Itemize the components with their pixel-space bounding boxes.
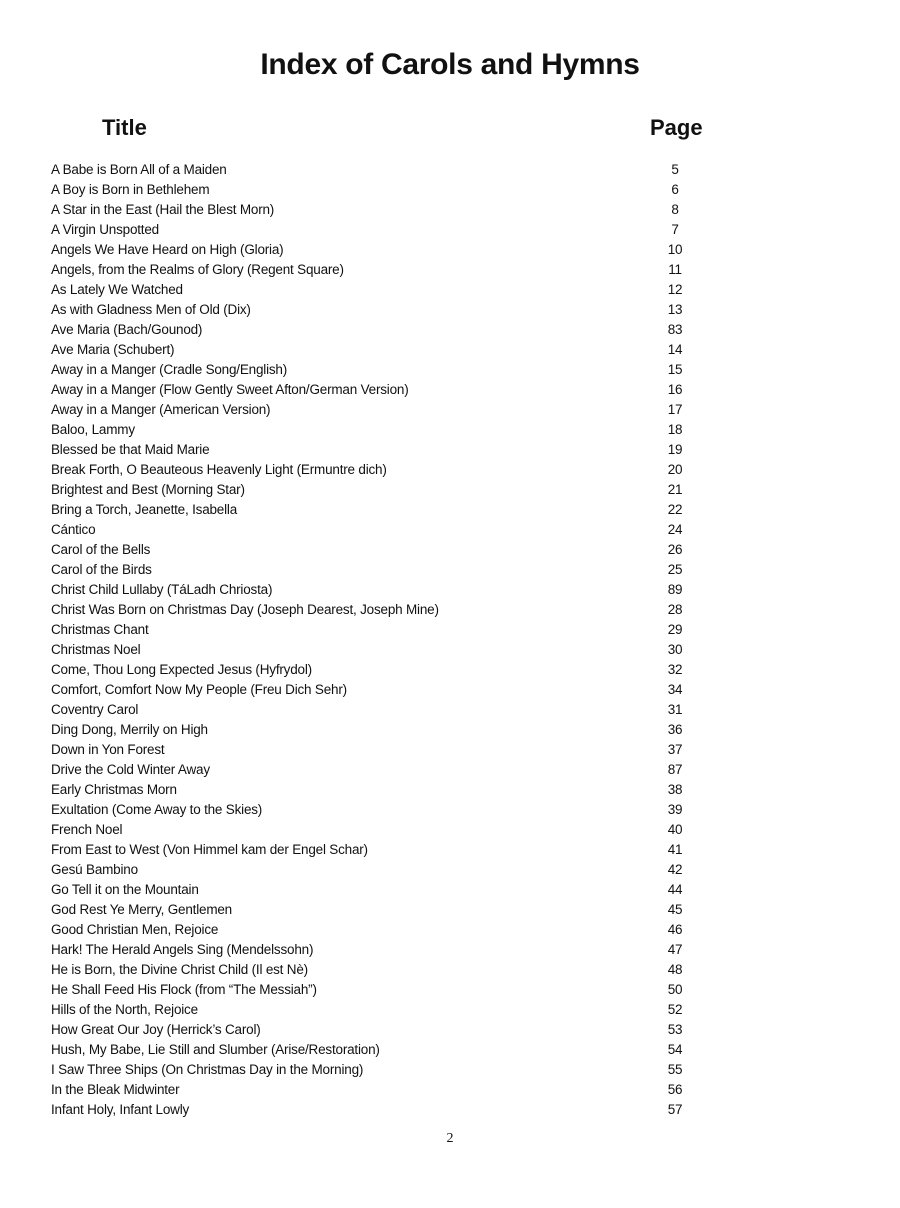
index-entry: [51, 480, 751, 500]
entry-page-number: 56: [667, 1082, 683, 1097]
index-entry: [51, 820, 751, 840]
entry-title: Break Forth, O Beauteous Heavenly Light (Ermuntre dich): [51, 462, 387, 477]
entry-title: Gesú Bambino: [51, 862, 138, 877]
entry-title: Christ Was Born on Christmas Day (Joseph Dearest, Joseph Mine): [51, 602, 439, 617]
entry-title: Angels, from the Realms of Glory (Regent Square): [51, 262, 344, 277]
entry-title: Hark! The Herald Angels Sing (Mendelssohn): [51, 942, 314, 957]
entry-page-number: 34: [667, 682, 683, 697]
entry-title: Go Tell it on the Mountain: [51, 882, 199, 897]
entry-title: French Noel: [51, 822, 123, 837]
entry-title: God Rest Ye Merry, Gentlemen: [51, 902, 232, 917]
entry-title: Away in a Manger (American Version): [51, 402, 271, 417]
entry-page-number: 36: [667, 722, 683, 737]
entry-page-number: 53: [667, 1022, 683, 1037]
index-entry: [51, 300, 751, 320]
entry-title: Carol of the Bells: [51, 542, 151, 557]
entry-page-number: 10: [667, 242, 683, 257]
entry-title: A Babe is Born All of a Maiden: [51, 162, 227, 177]
entry-page-number: 45: [667, 902, 683, 917]
entry-page-number: 38: [667, 782, 683, 797]
entry-page-number: 16: [667, 382, 683, 397]
index-entry: [51, 160, 751, 180]
entry-page-number: 31: [667, 702, 683, 717]
index-entry: [51, 180, 751, 200]
index-entry: [51, 440, 751, 460]
entry-title: He is Born, the Divine Christ Child (Il est Nè): [51, 962, 308, 977]
entry-page-number: 7: [671, 222, 679, 237]
title-column-header: Title: [102, 115, 147, 140]
index-entry: [51, 980, 751, 1000]
index-entry: [51, 340, 751, 360]
entry-page-number: 89: [667, 582, 683, 597]
index-entry: [51, 1100, 751, 1120]
index-entry: [51, 800, 751, 820]
entry-page-number: 55: [667, 1062, 683, 1077]
index-entry: [51, 1000, 751, 1020]
entry-title: Come, Thou Long Expected Jesus (Hyfrydol): [51, 662, 312, 677]
entry-page-number: 22: [667, 502, 683, 517]
entry-title: Baloo, Lammy: [51, 422, 135, 437]
index-entry: [51, 320, 751, 340]
entry-page-number: 30: [667, 642, 683, 657]
entry-page-number: 24: [667, 522, 683, 537]
index-entry: [51, 200, 751, 220]
entry-page-number: 21: [667, 482, 683, 497]
entry-page-number: 8: [671, 202, 679, 217]
index-entry: [51, 400, 751, 420]
index-list: [51, 160, 751, 1120]
index-entry: [51, 560, 751, 580]
index-entry: [51, 1060, 751, 1080]
entry-title: Away in a Manger (Flow Gently Sweet Afton/German Version): [51, 382, 409, 397]
entry-title: Comfort, Comfort Now My People (Freu Dich Sehr): [51, 682, 347, 697]
index-entry: [51, 600, 751, 620]
entry-page-number: 50: [667, 982, 683, 997]
index-entry: [51, 580, 751, 600]
entry-page-number: 5: [671, 162, 679, 177]
index-entry: [51, 1040, 751, 1060]
index-entry: [51, 860, 751, 880]
entry-page-number: 40: [667, 822, 683, 837]
footer-page-number: 2: [446, 1131, 454, 1146]
index-entry: [51, 640, 751, 660]
entry-title: Exultation (Come Away to the Skies): [51, 802, 263, 817]
page-column-header: Page: [650, 115, 703, 140]
entry-title: A Boy is Born in Bethlehem: [51, 182, 210, 197]
index-entry: [51, 620, 751, 640]
entry-page-number: 48: [667, 962, 683, 977]
entry-title: Cántico: [51, 522, 96, 537]
index-entry: [51, 720, 751, 740]
index-entry: [51, 280, 751, 300]
entry-page-number: 25: [667, 562, 683, 577]
entry-title: Early Christmas Morn: [51, 782, 177, 797]
entry-title: Carol of the Birds: [51, 562, 152, 577]
index-entry: [51, 660, 751, 680]
entry-title: Ave Maria (Schubert): [51, 342, 175, 357]
entry-title: Ding Dong, Merrily on High: [51, 722, 208, 737]
index-entry: [51, 460, 751, 480]
entry-page-number: 46: [667, 922, 683, 937]
entry-page-number: 17: [667, 402, 683, 417]
entry-title: Infant Holy, Infant Lowly: [51, 1102, 190, 1117]
index-entry: [51, 1020, 751, 1040]
entry-page-number: 41: [667, 842, 683, 857]
index-entry: [51, 360, 751, 380]
entry-page-number: 42: [667, 862, 683, 877]
entry-title: As Lately We Watched: [51, 282, 183, 297]
index-entry: [51, 540, 751, 560]
entry-title: Hills of the North, Rejoice: [51, 1002, 198, 1017]
entry-title: Down in Yon Forest: [51, 742, 165, 757]
entry-title: Christmas Chant: [51, 622, 149, 637]
entry-title: Christmas Noel: [51, 642, 141, 657]
index-entry: [51, 740, 751, 760]
entry-title: Ave Maria (Bach/Gounod): [51, 322, 203, 337]
entry-page-number: 83: [667, 322, 683, 337]
index-entry: [51, 500, 751, 520]
entry-page-number: 32: [667, 662, 683, 677]
entry-page-number: 26: [667, 542, 683, 557]
index-entry: [51, 240, 751, 260]
entry-page-number: 20: [667, 462, 683, 477]
index-entry: [51, 880, 751, 900]
index-entry: [51, 380, 751, 400]
entry-title: I Saw Three Ships (On Christmas Day in the Morning): [51, 1062, 364, 1077]
index-entry: [51, 680, 751, 700]
entry-title: Blessed be that Maid Marie: [51, 442, 210, 457]
entry-page-number: 28: [667, 602, 683, 617]
index-entry: [51, 420, 751, 440]
index-entry: [51, 780, 751, 800]
entry-title: Good Christian Men, Rejoice: [51, 922, 219, 937]
entry-page-number: 37: [667, 742, 683, 757]
entry-page-number: 44: [667, 882, 683, 897]
index-entry: [51, 940, 751, 960]
entry-title: A Virgin Unspotted: [51, 222, 159, 237]
entry-page-number: 29: [667, 622, 683, 637]
index-entry: [51, 1080, 751, 1100]
page-title: Index of Carols and Hymns: [260, 48, 640, 81]
entry-title: Coventry Carol: [51, 702, 139, 717]
entry-page-number: 57: [667, 1102, 683, 1117]
entry-page-number: 47: [667, 942, 683, 957]
index-entry: [51, 960, 751, 980]
entry-title: As with Gladness Men of Old (Dix): [51, 302, 251, 317]
entry-page-number: 12: [667, 282, 683, 297]
index-entry: [51, 520, 751, 540]
entry-title: From East to West (Von Himmel kam der Engel Schar): [51, 842, 368, 857]
entry-page-number: 13: [667, 302, 683, 317]
entry-title: Drive the Cold Winter Away: [51, 762, 210, 777]
entry-page-number: 19: [667, 442, 683, 457]
index-entry: [51, 920, 751, 940]
entry-page-number: 15: [667, 362, 683, 377]
entry-page-number: 18: [667, 422, 683, 437]
entry-title: He Shall Feed His Flock (from “The Messiah”): [51, 982, 317, 997]
index-entry: [51, 840, 751, 860]
entry-page-number: 6: [671, 182, 679, 197]
entry-title: In the Bleak Midwinter: [51, 1082, 180, 1097]
index-entry: [51, 700, 751, 720]
entry-title: Angels We Have Heard on High (Gloria): [51, 242, 284, 257]
entry-title: Away in a Manger (Cradle Song/English): [51, 362, 288, 377]
index-entry: [51, 900, 751, 920]
index-entry: [51, 260, 751, 280]
entry-page-number: 52: [667, 1002, 683, 1017]
entry-title: Hush, My Babe, Lie Still and Slumber (Arise/Restoration): [51, 1042, 380, 1057]
index-entry: [51, 220, 751, 240]
entry-page-number: 11: [668, 262, 682, 277]
entry-title: How Great Our Joy (Herrick’s Carol): [51, 1022, 261, 1037]
entry-page-number: 14: [667, 342, 683, 357]
entry-page-number: 87: [667, 762, 683, 777]
entry-page-number: 39: [667, 802, 683, 817]
entry-title: Christ Child Lullaby (TáLadh Chriosta): [51, 582, 273, 597]
index-entry: [51, 760, 751, 780]
entry-title: Bring a Torch, Jeanette, Isabella: [51, 502, 238, 517]
entry-title: Brightest and Best (Morning Star): [51, 482, 245, 497]
entry-page-number: 54: [667, 1042, 683, 1057]
entry-title: A Star in the East (Hail the Blest Morn): [51, 202, 275, 217]
